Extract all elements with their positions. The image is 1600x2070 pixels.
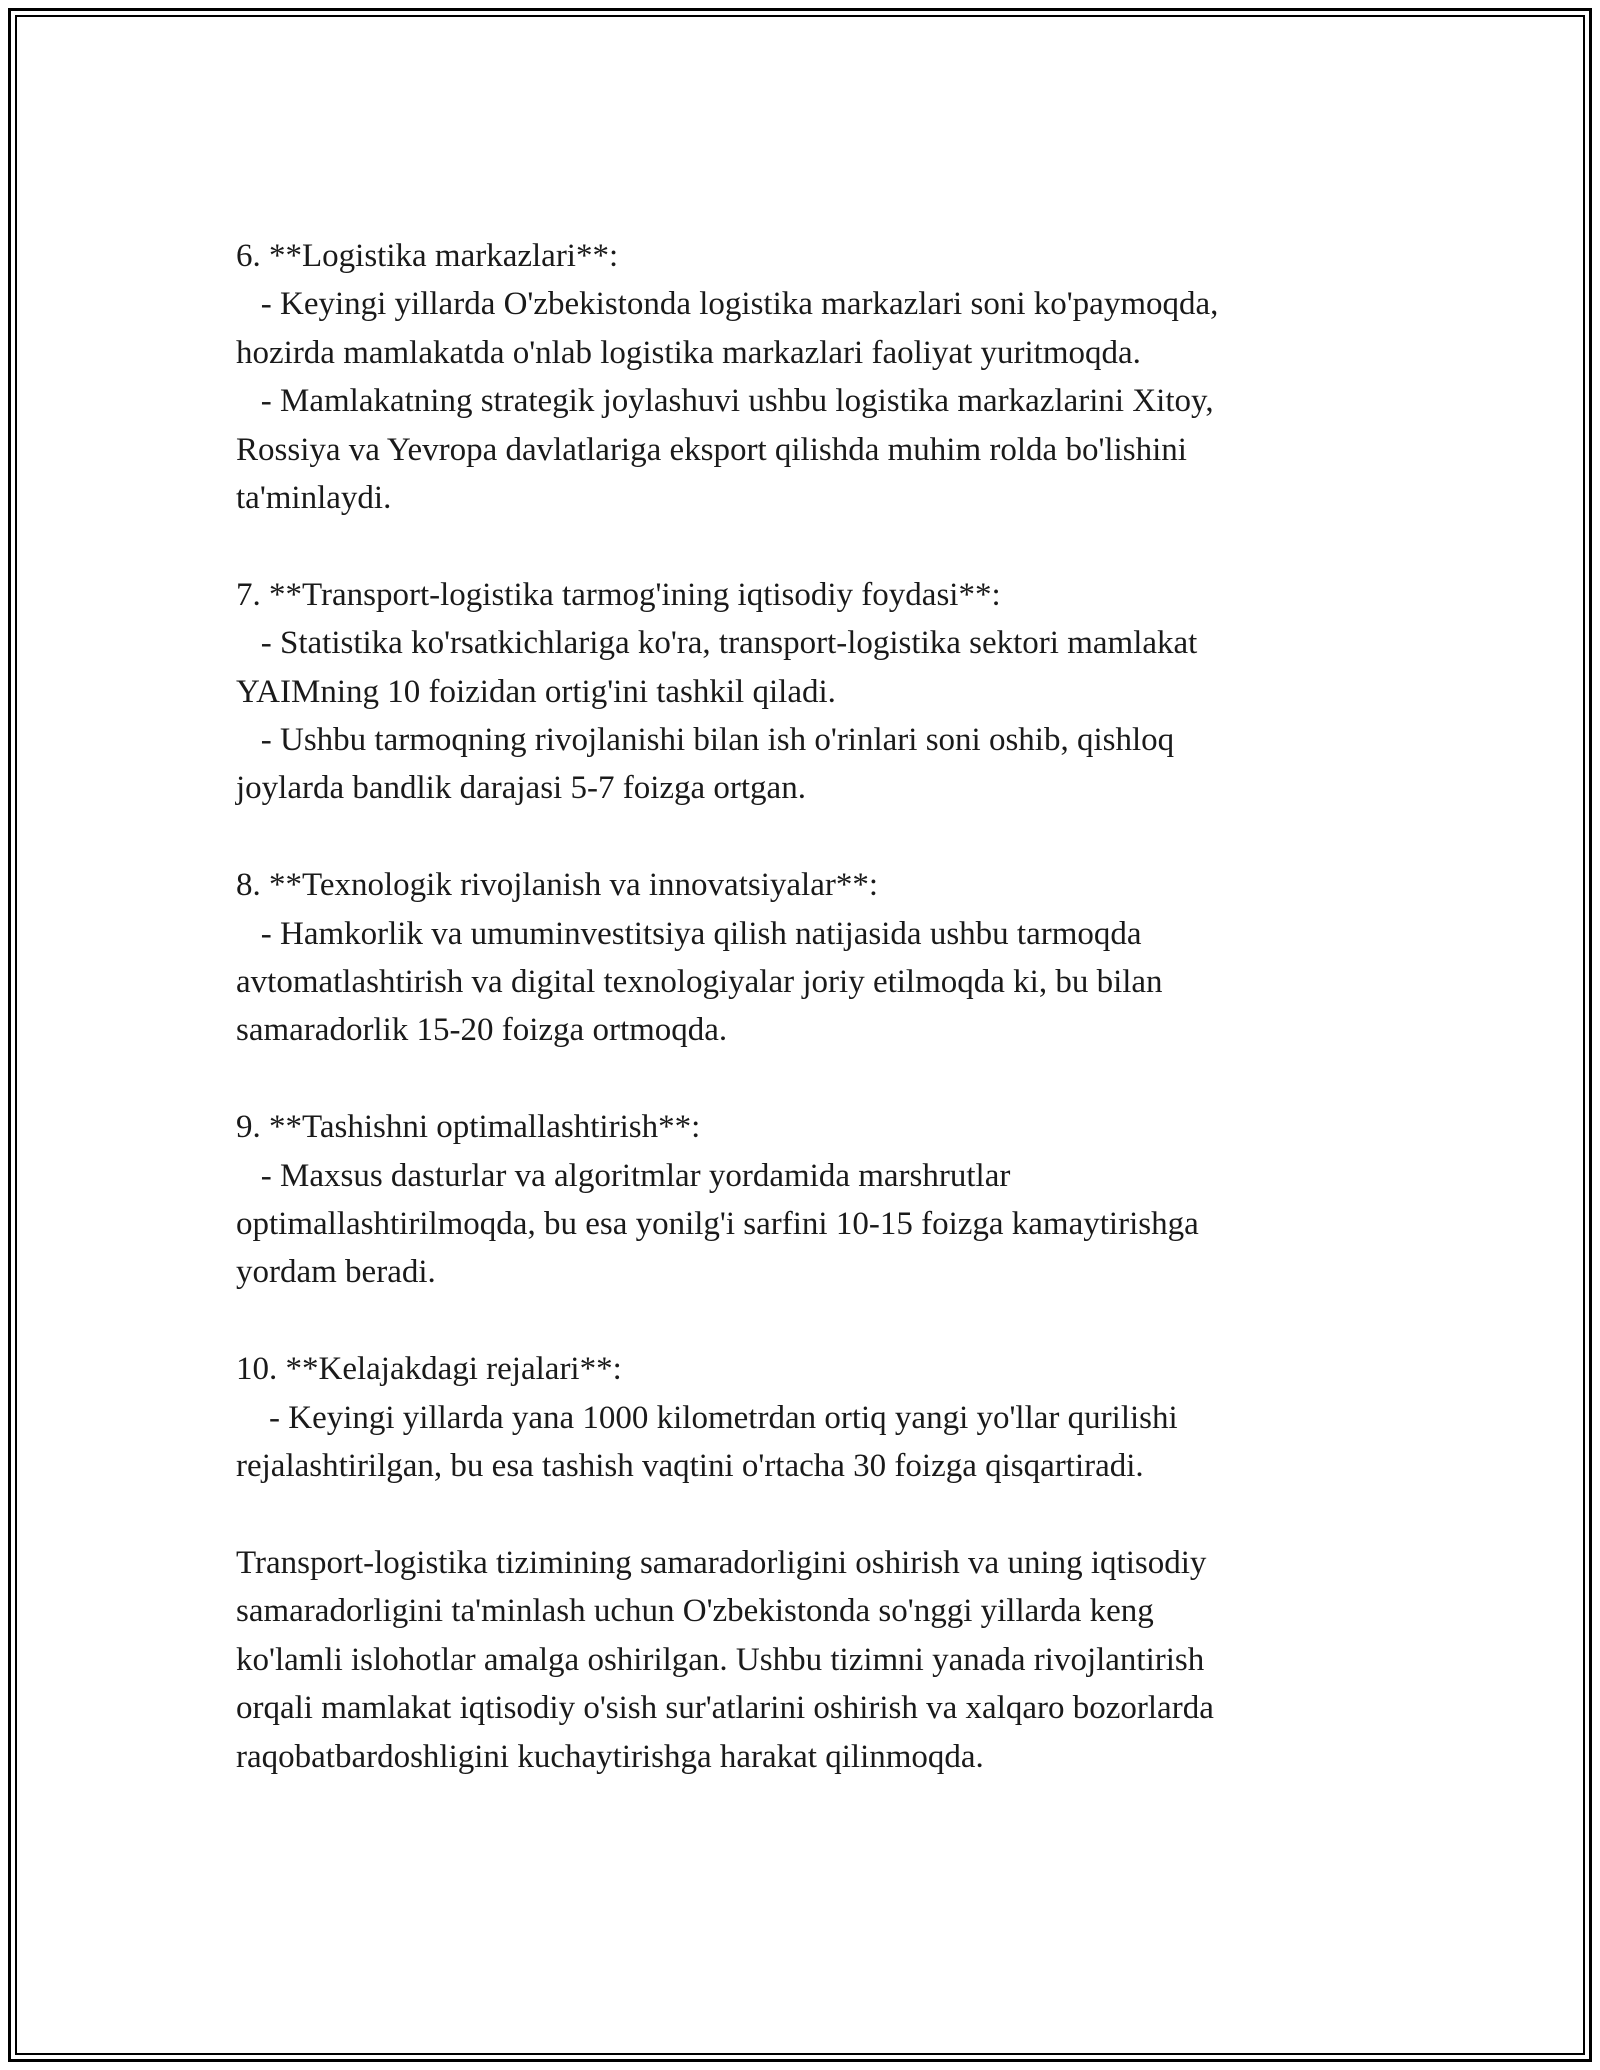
- text-line: - Statistika ko'rsatkichlariga ko'ra, transport-logistika sektori mamlakat: [236, 625, 1198, 662]
- text-line: joylarda bandlik darajasi 5-7 foizga ortgan.: [236, 770, 806, 807]
- text-line: Transport-logistika tizimining samaradorligini oshirish va uning iqtisodiy: [236, 1544, 1207, 1581]
- text-line: samaradorlik 15-20 foizga ortmoqda.: [236, 1012, 728, 1049]
- section-transport-optimization: [236, 1103, 1366, 1297]
- text-line: - Keyingi yillarda O'zbekistonda logistika markazlari soni ko'paymoqda,: [236, 286, 1219, 323]
- text-line: avtomatlashtirish va digital texnologiyalar joriy etilmoqda ki, bu bilan: [236, 964, 1163, 1001]
- section-heading: 7. **Transport-logistika tarmog'ining iqtisodiy foydasi**:: [236, 576, 1001, 613]
- text-line: - Mamlakatning strategik joylashuvi ushbu logistika markazlarini Xitoy,: [236, 383, 1214, 420]
- text-line: YAIMning 10 foizidan ortig'ini tashkil qiladi.: [236, 673, 836, 710]
- text-line: Rossiya va Yevropa davlatlariga eksport qilishda muhim rolda bo'lishini: [236, 431, 1187, 468]
- text-line: optimallashtirilmoqda, bu esa yonilg'i sarfini 10-15 foizga kamaytirishga: [236, 1206, 1199, 1243]
- text-line: ta'minlaydi.: [236, 480, 392, 517]
- section-heading: 9. **Tashishni optimallashtirish**:: [236, 1109, 701, 1146]
- text-line: raqobatbardoshligini kuchaytirishga harakat qilinmoqda.: [236, 1738, 984, 1775]
- section-logistics-centers: [236, 232, 1366, 522]
- text-line: hozirda mamlakatda o'nlab logistika markazlari faoliyat yuritmoqda.: [236, 334, 1141, 371]
- section-heading: 10. **Kelajakdagi rejalari**:: [236, 1351, 622, 1388]
- text-line: - Maxsus dasturlar va algoritmlar yordamida marshrutlar: [236, 1157, 1011, 1194]
- section-technology-innovation: [236, 861, 1366, 1055]
- text-line: orqali mamlakat iqtisodiy o'sish sur'atlarini oshirish va xalqaro bozorlarda: [236, 1690, 1214, 1727]
- text-line: - Ushbu tarmoqning rivojlanishi bilan ish o'rinlari soni oshib, qishloq: [236, 722, 1175, 759]
- text-line: samaradorligini ta'minlash uchun O'zbekistonda so'nggi yillarda keng: [236, 1593, 1154, 1630]
- section-economic-benefit: [236, 571, 1366, 813]
- text-line: ko'lamli islohotlar amalga oshirilgan. Ushbu tizimni yanada rivojlantirish: [236, 1641, 1205, 1678]
- section-heading: 8. **Texnologik rivojlanish va innovatsiyalar**:: [236, 867, 879, 904]
- conclusion-paragraph: [236, 1539, 1366, 1781]
- section-heading: 6. **Logistika markazlari**:: [236, 238, 619, 274]
- section-future-plans: [236, 1345, 1366, 1490]
- document-body: [236, 232, 1366, 1829]
- text-line: - Keyingi yillarda yana 1000 kilometrdan ortiq yangi yo'llar qurilishi: [236, 1399, 1178, 1436]
- text-line: yordam beradi.: [236, 1254, 436, 1291]
- text-line: rejalashtirilgan, bu esa tashish vaqtini o'rtacha 30 foizga qisqartiradi.: [236, 1448, 1144, 1485]
- text-line: - Hamkorlik va umuminvestitsiya qilish natijasida ushbu tarmoqda: [236, 915, 1142, 952]
